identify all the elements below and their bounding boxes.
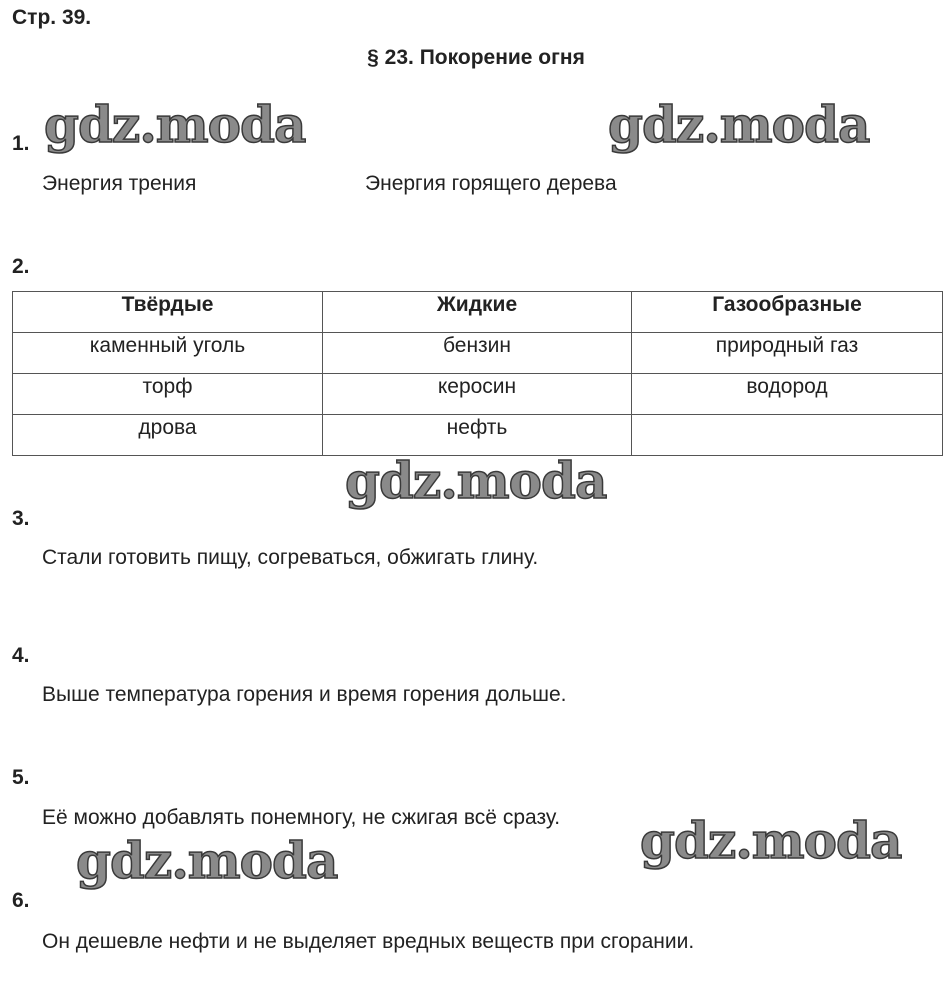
task-4-answer: Выше температура горения и время горения дольше. <box>42 683 567 706</box>
table-cell: керосин <box>323 374 632 415</box>
table-cell: природный газ <box>632 333 943 374</box>
task-5-number: 5. <box>12 766 30 789</box>
task-1-number: 1. <box>12 132 30 155</box>
task-5-answer: Её можно добавлять понемногу, не сжигая всё сразу. <box>42 806 561 829</box>
table-header-liquid: Жидкие <box>323 292 632 333</box>
watermark-logo: gdz.moda <box>44 95 306 154</box>
watermark-logo: gdz.moda <box>345 451 607 510</box>
table-cell: бензин <box>323 333 632 374</box>
table-cell <box>632 415 943 456</box>
table-row <box>13 415 943 456</box>
watermark-logo: gdz.moda <box>608 95 870 154</box>
page-number: Стр. 39. <box>12 6 92 29</box>
table-cell: торф <box>13 374 323 415</box>
task-4-number: 4. <box>12 644 30 667</box>
task-3-number: 3. <box>12 507 30 530</box>
task-6-answer: Он дешевле нефти и не выделяет вредных веществ при сгорании. <box>42 930 695 953</box>
table-cell: дрова <box>13 415 323 456</box>
table-row <box>13 374 943 415</box>
table-cell: каменный уголь <box>13 333 323 374</box>
task-2-number: 2. <box>12 255 30 278</box>
table-row <box>13 333 943 374</box>
fuel-table <box>12 291 943 456</box>
task-1-answer-right: Энергия горящего дерева <box>365 172 617 195</box>
table-cell: нефть <box>323 415 632 456</box>
watermark-logo: gdz.moda <box>76 831 338 890</box>
table-header-gaseous: Газообразные <box>632 292 943 333</box>
task-3-answer: Стали готовить пищу, согреваться, обжигать глину. <box>42 546 539 569</box>
table-header-row <box>13 292 943 333</box>
task-6-number: 6. <box>12 889 30 912</box>
watermark-logo: gdz.moda <box>640 811 902 870</box>
table-cell: водород <box>632 374 943 415</box>
task-1-answer-left: Энергия трения <box>42 172 197 195</box>
table-header-solid: Твёрдые <box>13 292 323 333</box>
section-title: § 23. Покорение огня <box>367 46 585 69</box>
